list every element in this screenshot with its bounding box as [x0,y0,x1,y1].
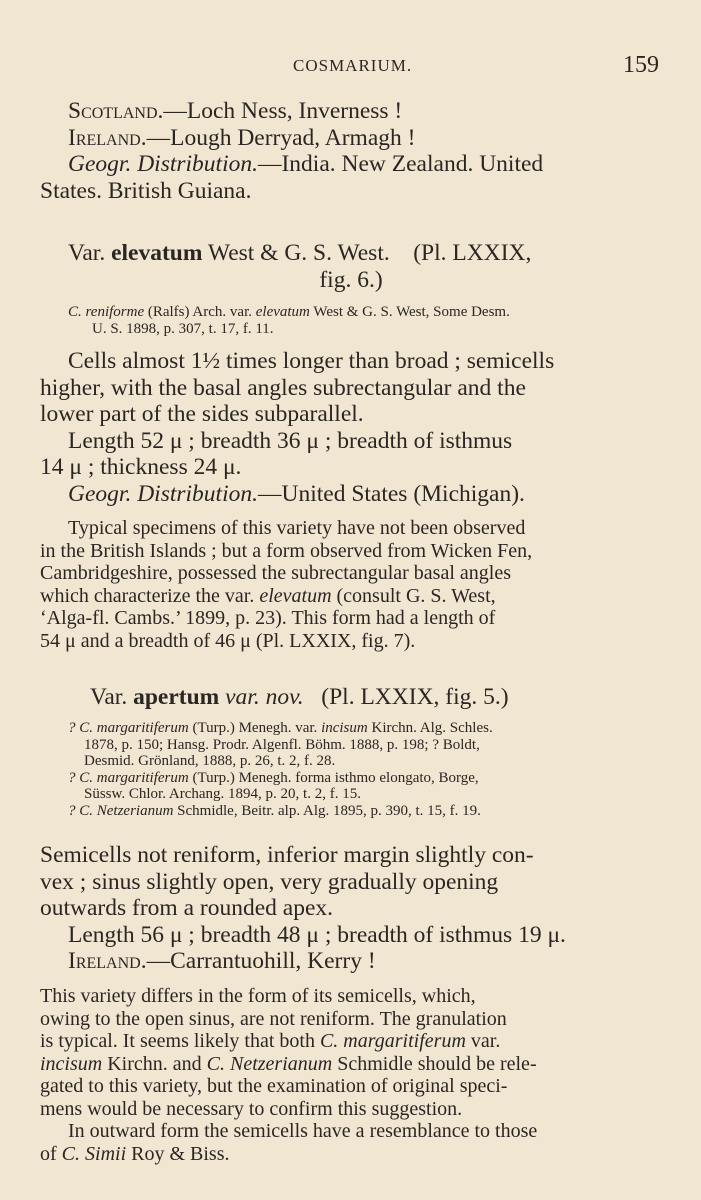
note-line: Cambridgeshire, possessed the subrectangular basal angles [40,562,511,584]
locality-text: —Lough Derryad, Armagh ! [146,124,416,151]
synonym-cont: 1878, p. 150; Hansg. Prodr. Algenfl. Böhm. 1888, p. 198; ? Boldt, [84,736,480,753]
var-name: apertum [133,684,220,710]
desc-line: outwards from a rounded apex. [40,895,334,921]
synonym-text: (Turp.) Menegh. forma isthmo elongato, Borge, [192,769,479,786]
locality-scotland [40,98,662,125]
synonym-species: ? C. Netzerianum [68,802,174,819]
synonym-text: Schmidle, Beitr. alp. Alg. 1895, p. 390, t. 15, f. 19. [177,802,481,819]
note-text: (consult G. S. West, [336,584,496,607]
plate-reference: (Pl. LXXIX, [413,240,532,266]
var-prefix: Var. [90,684,128,710]
page-number: 159 [623,52,659,78]
note-line: 54 μ and a breadth of 46 μ (Pl. LXXIX, fig. 7). [40,629,416,652]
desc-line: Cells almost 1½ times longer than broad ; semicells [68,348,555,374]
var-novelty: var. nov. [225,684,304,710]
synonym-line [40,720,662,737]
note-text: Roy & Biss. [131,1142,230,1165]
note-line [40,1030,662,1053]
note-line: In outward form the semicells have a resemblance to those [68,1120,538,1142]
locality-text: —Carrantuohill, Kerry ! [146,948,376,974]
page-header [0,52,701,82]
synonymy-apertum [40,720,662,820]
synonym-var: elevatum [255,304,310,320]
measurements: Length 52 μ ; breadth 36 μ ; breadth of isthmus [68,427,513,454]
plate-reference-cont: fig. 6.) [319,266,383,293]
geogr-distribution [40,481,662,508]
note-text: is typical. It seems likely that both [40,1030,315,1052]
note-apertum [40,985,662,1165]
geogr-text: —United States (Michigan). [257,480,525,507]
note-line [40,1143,662,1166]
geogr-distribution-cont: States. British Guiana. [40,177,252,204]
description-apertum [40,842,662,975]
var-authority: West & G. S. West. [207,240,390,266]
synonym-line [40,304,662,321]
note-line: in the British Islands ; but a form observed from Wicken Fen, [40,539,533,562]
note-line: This variety differs in the form of its semicells, which, [40,985,476,1007]
note-var: incisum [40,1052,103,1075]
note-line: ‘Alga-fl. Cambs.’ 1899, p. 23). This form had a length of [40,607,496,629]
note-text: Kirchn. and [107,1052,202,1075]
desc-line: lower part of the sides subparallel. [40,401,364,427]
note-text: of [40,1142,57,1165]
synonym-text: (Ralfs) Arch. var. [147,304,252,320]
note-species: C. Simii [61,1142,127,1165]
synonym-text: Kirchn. Alg. Schles. [371,720,493,736]
note-line: mens would be necessary to confirm this suggestion. [40,1097,463,1120]
measurements: Length 56 μ ; breadth 48 μ ; breadth of isthmus 19 μ. [68,921,566,948]
plate-reference: (Pl. LXXIX, fig. 5.) [321,684,509,710]
var-apertum-heading [40,684,662,711]
synonym-var: incisum [321,720,368,736]
synonym-text: (Turp.) Menegh. var. [192,720,318,736]
synonym-species: ? C. margaritiferum [68,720,189,736]
synonym-cont: U. S. 1898, p. 307, t. 17, f. 11. [92,320,274,337]
desc-line: Semicells not reniform, inferior margin slightly con- [40,842,534,868]
var-prefix: Var. [68,240,106,266]
heading-line [40,240,662,267]
note-line [40,585,662,608]
locality-section [40,98,662,204]
desc-line: vex ; sinus slightly open, very gradually opening [40,868,499,895]
running-head: COSMARIUM. [293,56,413,75]
synonym-cont: Desmid. Grönland, 1888, p. 26, t. 2, f. 28. [84,753,336,770]
note-species: C. margaritiferum [319,1030,466,1052]
note-line: Typical specimens of this variety have not been observed [68,517,526,539]
geogr-label: Geogr. Distribution. [68,480,258,507]
note-line [40,1053,662,1076]
note-text: which characterize the var. [40,584,255,607]
note-elevatum [40,517,662,652]
note-species: C. Netzerianum [206,1052,333,1075]
locality-ireland [40,948,662,975]
measurements-cont: 14 μ ; thickness 24 μ. [40,454,242,480]
synonym-species: C. reniforme [68,304,145,320]
note-line: owing to the open sinus, are not reniform. The granulation [40,1007,507,1030]
geogr-text: —India. New Zealand. United [257,151,544,177]
note-text: var. [470,1030,501,1052]
locality-ireland [40,125,662,152]
note-line: gated to this variety, but the examination of original speci- [40,1075,508,1097]
note-var: elevatum [259,584,332,607]
geogr-distribution [40,151,662,178]
country-label: Scotland. [68,98,164,124]
synonymy-elevatum [40,304,662,337]
desc-line: higher, with the basal angles subrectangular and the [40,374,526,401]
var-name: elevatum [111,240,203,266]
geogr-label: Geogr. Distribution. [68,151,258,177]
synonym-cont: Süssw. Chlor. Archang. 1894, p. 20, t. 2, f. 15. [84,786,361,803]
synonym-line [40,803,662,820]
country-label: Ireland. [68,124,147,151]
heading-line [40,684,662,711]
note-text: Schmidle should be rele- [337,1052,537,1075]
synonym-line [40,770,662,787]
description-elevatum [40,348,662,507]
synonym-species: ? C. margaritiferum [68,769,189,786]
var-elevatum-heading [40,240,662,293]
country-label: Ireland. [68,948,147,974]
synonym-text: West & G. S. West, Some Desm. [313,304,510,320]
locality-text: —Loch Ness, Inverness ! [163,98,403,124]
